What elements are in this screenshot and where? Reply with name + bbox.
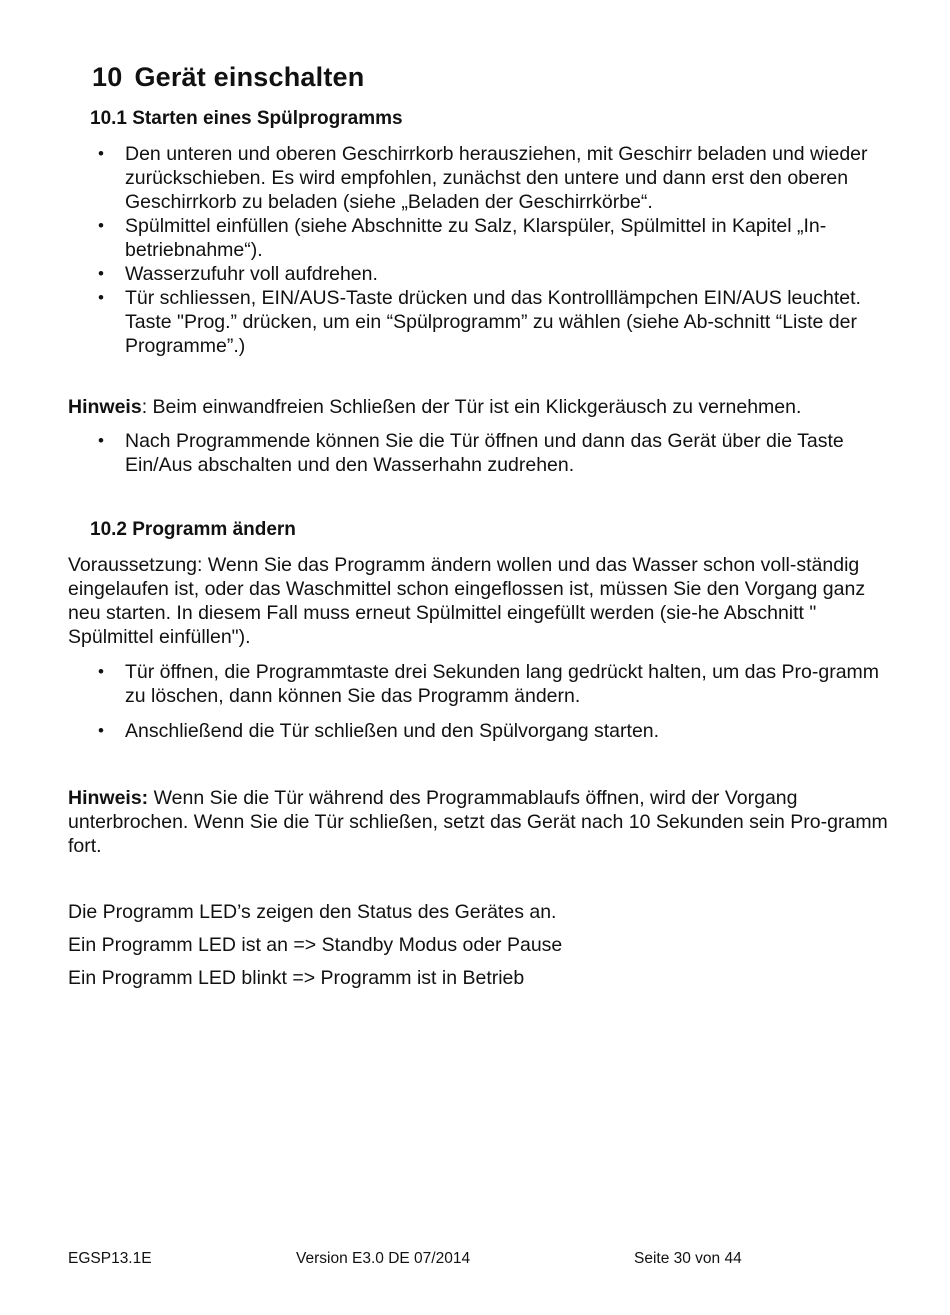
footer-page-number: Seite 30 von 44 xyxy=(634,1250,742,1267)
list-item: • Den unteren und oberen Geschirrkorb herausziehen, mit Geschirr beladen und wieder zurückschieben. Es wird empfohlen, zunächst den untere und dann erst den oberen Geschirrkorb zu beladen (siehe „Beladen der Geschirrkörbe“. xyxy=(68,142,888,214)
subsection-heading-1: 10.1 Starten eines Spülprogramms xyxy=(90,108,403,129)
led-status-intro: Die Programm LED’s zeigen den Status des Gerätes an. xyxy=(68,901,557,923)
led-standby-line: Ein Programm LED ist an => Standby Modus oder Pause xyxy=(68,934,563,956)
change-steps-list xyxy=(68,660,888,743)
list-item: • Nach Programmende können Sie die Tür öffnen und dann das Gerät über die Taste Ein/Aus abschalten und den Wasserhahn zudrehen. xyxy=(68,429,888,477)
led-running-line: Ein Programm LED blinkt => Programm ist in Betrieb xyxy=(68,967,525,989)
note-label: Hinweis xyxy=(68,396,142,418)
note-paragraph-1 xyxy=(68,395,888,419)
prerequisite-paragraph: Voraussetzung: Wenn Sie das Programm ändern wollen und das Wasser schon voll-ständig eingelaufen ist, oder das Waschmittel schon eingeflossen ist, müssen Sie den Vorgang ganz neu starten. In diesem Fall muss erneut Spülmittel eingefüllt werden (sie-he Abschnitt " Spülmittel einfüllen"). xyxy=(68,554,866,648)
start-steps-list xyxy=(68,142,888,358)
list-item: • Tür öffnen, die Programmtaste drei Sekunden lang gedrückt halten, um das Pro-gramm zu löschen, dann können Sie das Programm ändern. xyxy=(68,660,888,708)
section-number: 10 xyxy=(92,62,123,92)
note-text: Wenn Sie die Tür während des Programmablaufs öffnen, wird der Vorgang unterbrochen. Wenn Sie die Tür schließen, setzt das Gerät nach 10 Sekunden sein Pro-gramm fort. xyxy=(68,787,888,857)
subsection-heading-2: 10.2 Programm ändern xyxy=(90,519,296,540)
section-heading xyxy=(92,62,364,93)
list-item: • Spülmittel einfüllen (siehe Abschnitte zu Salz, Klarspüler, Spülmittel in Kapitel „In-betriebnahme“). xyxy=(68,214,888,262)
list-item: • Anschließend die Tür schließen und den Spülvorgang starten. xyxy=(68,719,888,743)
footer-version: Version E3.0 DE 07/2014 xyxy=(296,1250,471,1267)
list-item: • Wasserzufuhr voll aufdrehen. xyxy=(68,262,888,286)
note-paragraph-2 xyxy=(68,786,888,858)
note-text: : Beim einwandfreien Schließen der Tür ist ein Klickgeräusch zu vernehmen. xyxy=(141,396,802,418)
footer-model: EGSP13.1E xyxy=(68,1250,152,1267)
note-label: Hinweis: xyxy=(68,787,149,809)
end-steps-list xyxy=(68,429,888,477)
section-title: Gerät einschalten xyxy=(134,62,365,92)
list-item: • Tür schliessen, EIN/AUS-Taste drücken und das Kontrolllämpchen EIN/AUS leuchtet. Taste "Prog.” drücken, um ein “Spülprogramm” zu wählen (siehe Ab-schnitt “Liste der Programme”.) xyxy=(68,286,888,358)
